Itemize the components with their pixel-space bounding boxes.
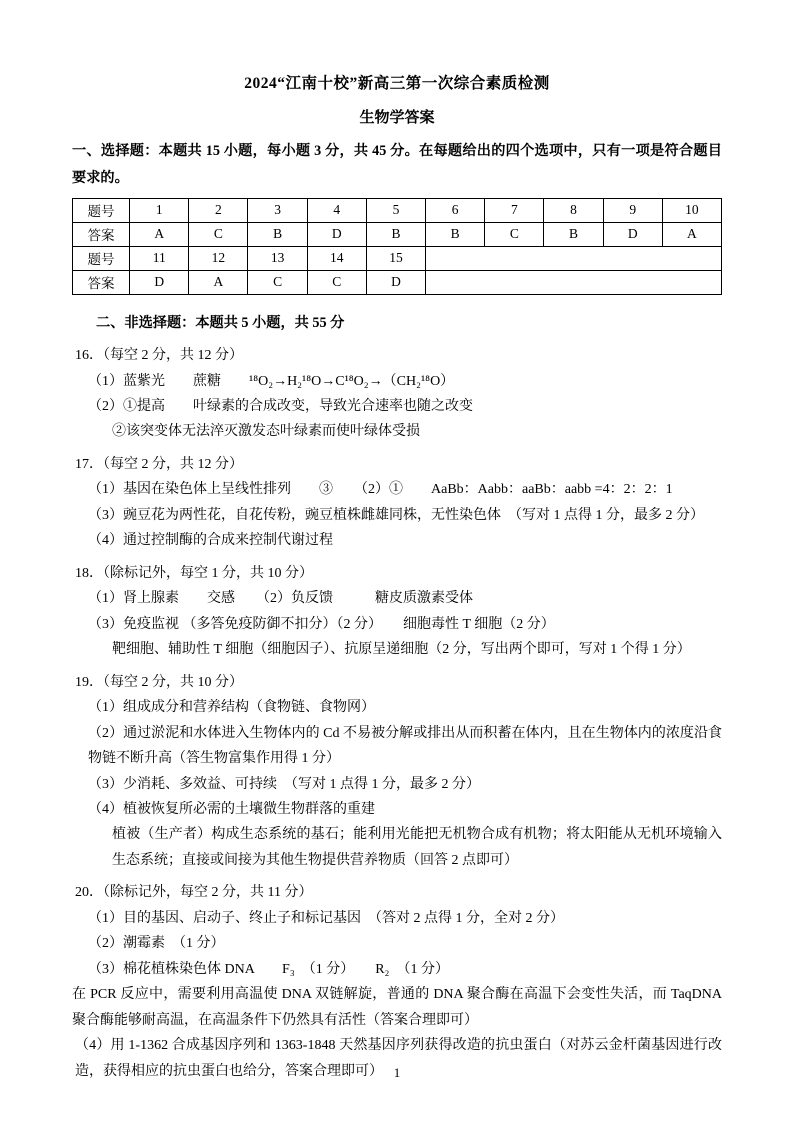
answer-key-table xyxy=(72,198,722,295)
table-cell: 4 xyxy=(307,198,366,222)
section2-heading: 二、非选择题：本题共 5 小题，共 55 分 xyxy=(96,314,345,331)
table-cell-empty xyxy=(426,270,722,294)
table-cell: D xyxy=(366,270,425,294)
table-cell: 1 xyxy=(130,198,189,222)
answer-line: （1）目的基因、启动子、终止子和标记基因 （答对 2 点得 1 分，全对 2 分） xyxy=(88,910,564,926)
document-subtitle: 生物学答案 xyxy=(359,110,435,127)
table-cell: 7 xyxy=(485,198,544,222)
table-cell: D xyxy=(603,222,662,246)
table-row-question-numbers-1 xyxy=(73,198,722,222)
table-cell: 8 xyxy=(544,198,603,222)
table-row-answers-1 xyxy=(73,222,722,246)
table-cell: 14 xyxy=(307,246,366,270)
table-cell: 5 xyxy=(366,198,425,222)
table-cell: B xyxy=(248,222,307,246)
table-cell: 13 xyxy=(248,246,307,270)
answer-line: （2）①提高 叶绿素的合成改变，导致光合速率也随之改变 xyxy=(88,398,473,414)
table-cell: 10 xyxy=(662,198,721,222)
table-cell: B xyxy=(366,222,425,246)
table-row-question-numbers-2 xyxy=(73,246,722,270)
answer-line: （3）豌豆花为两性花，自花传粉，豌豆植株雌雄同株，无性染色体 （写对 1 点得 1 分，最多 2 分） xyxy=(88,507,704,523)
answer-line: 植被（生产者）构成生态系统的基石；能利用光能把无机物合成有机物；将太阳能从无机环境输入生态系统；直接或间接为其他生物提供营养物质（回答 2 点即可） xyxy=(112,827,722,868)
answer-line: （2）通过淤泥和水体进入生物体内的 Cd 不易被分解或排出从而积蓄在体内，且在生物体内的浓度沿食物链不断升高（答生物富集作用得 1 分） xyxy=(88,725,722,767)
answer-line: （4）用 1-1362 合成基因序列和 1363-1848 天然基因序列获得改造的抗虫蛋白（对苏云金杆菌基因进行改造，获得相应的抗虫蛋白也给分，答案合理即可） xyxy=(75,1038,722,1079)
question-19-answers xyxy=(72,670,722,874)
document-title: 2024“江南十校”新高三第一次综合素质检测 xyxy=(244,75,550,92)
answer-line: ②该突变体无法淬灭激发态叶绿素而使叶绿体受损 xyxy=(112,424,420,440)
answer-line: （1）肾上腺素 交感 （2）负反馈 糖皮质激素受体 xyxy=(88,591,473,607)
question-16-answers xyxy=(72,343,722,445)
table-cell: C xyxy=(307,270,366,294)
question-heading: 17．（每空 2 分，共 12 分） xyxy=(75,456,243,472)
answer-line: 靶细胞、辅助性 T 细胞（细胞因子）、抗原呈递细胞（2 分，写出两个即可，写对 1 个得 1 分） xyxy=(112,642,691,658)
table-cell: C xyxy=(189,222,248,246)
question-heading: 18．（除标记外，每空 1 分，共 10 分） xyxy=(75,565,313,581)
answer-line: （4）通过控制酶的合成来控制代谢过程 xyxy=(88,533,333,549)
answer-line: （2）潮霉素 （1 分） xyxy=(88,936,225,952)
table-cell: D xyxy=(307,222,366,246)
question-17-answers xyxy=(72,452,722,554)
answer-line: （3）棉花植株染色体 DNA F₃ （1 分） R₂ （1 分） xyxy=(88,961,449,977)
answer-line: （4）植被恢复所必需的土壤微生物群落的重建 xyxy=(88,802,375,818)
question-heading: 20．（除标记外，每空 2 分，共 11 分） xyxy=(75,885,313,901)
table-cell: 答案 xyxy=(73,270,130,294)
table-cell: 3 xyxy=(248,198,307,222)
table-row-answers-2 xyxy=(73,270,722,294)
answer-line: （1）基因在染色体上呈线性排列 ③ （2）① AaBb：Aabb：aaBb：aabb =4：2：2：1 xyxy=(88,482,673,498)
question-18-answers xyxy=(72,561,722,663)
table-cell: 12 xyxy=(189,246,248,270)
table-cell: 15 xyxy=(366,246,425,270)
table-cell: 9 xyxy=(603,198,662,222)
question-heading: 19．（每空 2 分，共 10 分） xyxy=(75,674,243,690)
table-cell: A xyxy=(662,222,721,246)
answer-line: （3）少消耗、多效益、可持续 （写对 1 点得 1 分，最多 2 分） xyxy=(88,776,480,792)
table-cell: 2 xyxy=(189,198,248,222)
table-cell: A xyxy=(130,222,189,246)
table-cell: 6 xyxy=(426,198,485,222)
table-cell: 答案 xyxy=(73,222,130,246)
table-cell: 11 xyxy=(130,246,189,270)
section1-heading: 一、选择题：本题共 15 小题，每小题 3 分，共 45 分。在每题给出的四个选项中，只有一项是符合题目要求的。 xyxy=(72,143,722,186)
table-cell: B xyxy=(426,222,485,246)
page-number: 1 xyxy=(393,1065,401,1080)
answer-line: （1）组成成分和营养结构（食物链、食物网） xyxy=(88,700,375,716)
table-cell: C xyxy=(485,222,544,246)
answer-line: 在 PCR 反应中，需要利用高温使 DNA 双链解旋，普通的 DNA 聚合酶在高温下会变性失活，而 TaqDNA 聚合酶能够耐高温，在高温条件下仍然具有活性（答案合理即可） xyxy=(72,987,726,1028)
table-cell: D xyxy=(130,270,189,294)
table-cell-empty xyxy=(426,246,722,270)
table-cell: 题号 xyxy=(73,198,130,222)
question-heading: 16．（每空 2 分，共 12 分） xyxy=(75,348,243,364)
table-cell: C xyxy=(248,270,307,294)
question-20-answers xyxy=(72,880,726,1084)
answer-line: （1）蓝紫光 蔗糖 ¹⁸O₂→H₂¹⁸O→C¹⁸O₂→（CH₂¹⁸O） xyxy=(88,373,455,389)
table-cell: A xyxy=(189,270,248,294)
answer-line: （3）免疫监视 （多答免疫防御不扣分）（2 分） 细胞毒性 T 细胞（2 分） xyxy=(88,616,555,632)
table-cell: B xyxy=(544,222,603,246)
table-cell: 题号 xyxy=(73,246,130,270)
